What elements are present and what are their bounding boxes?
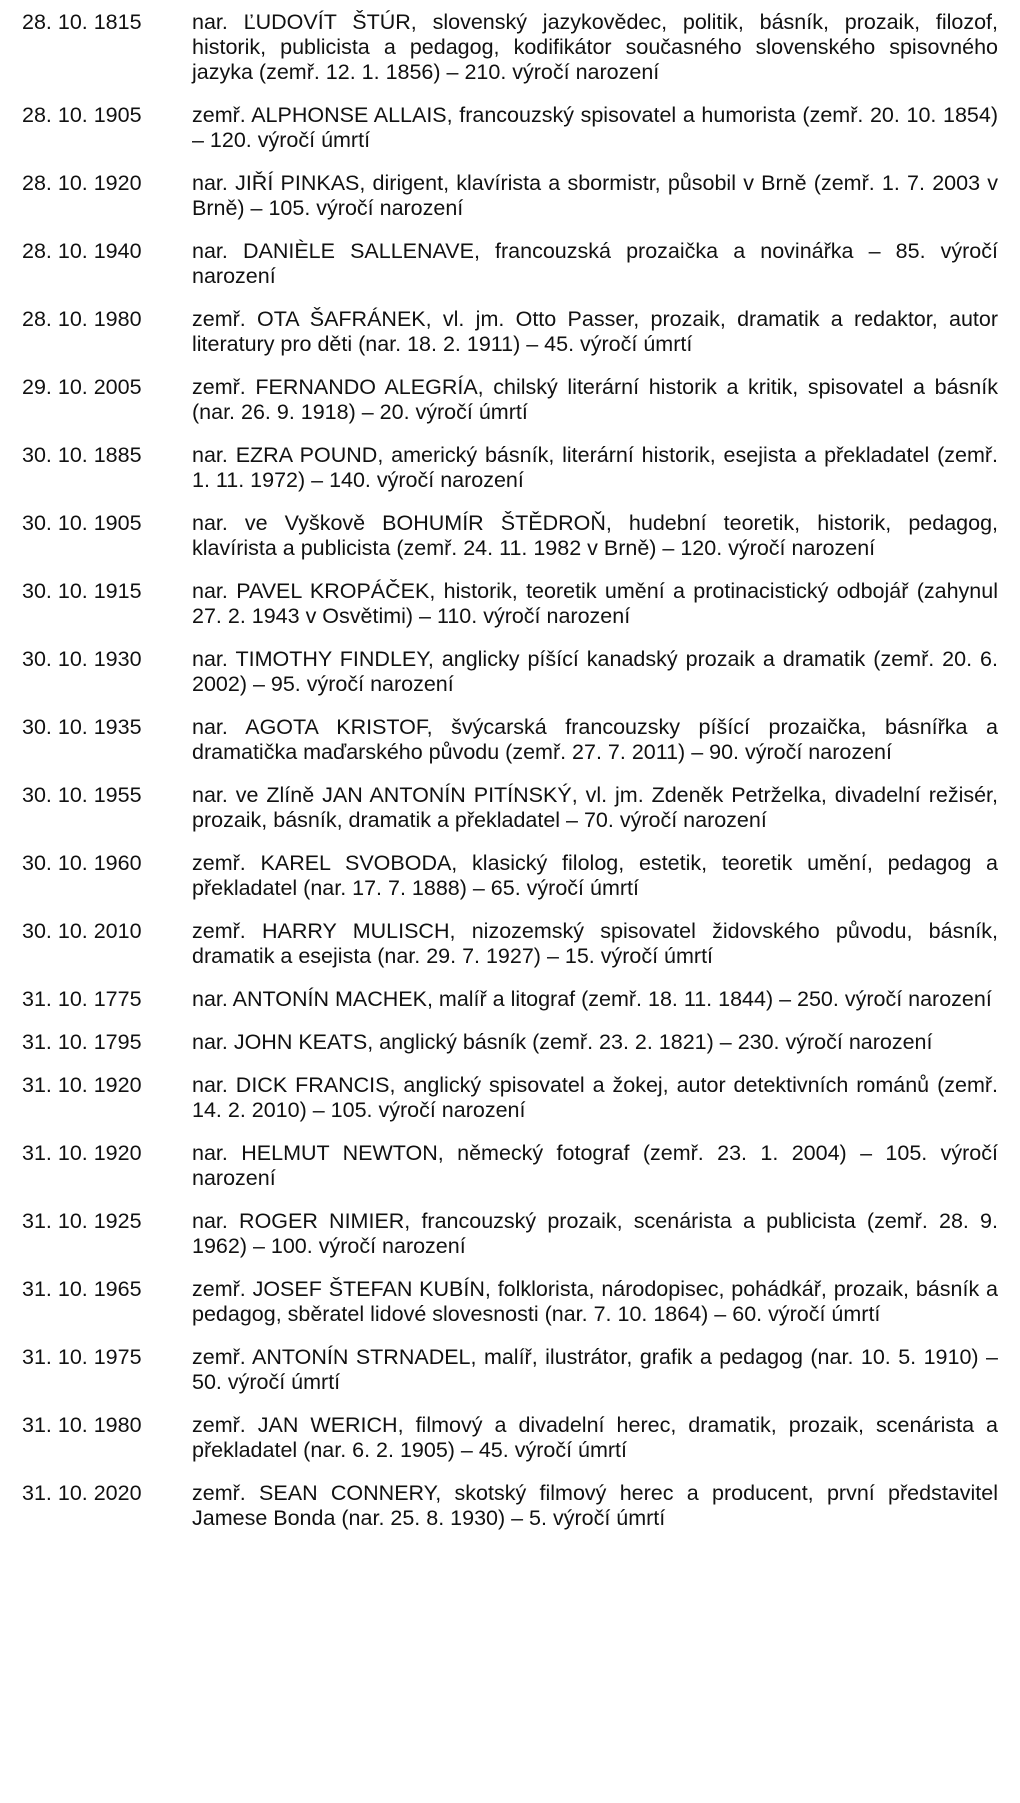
entry-text: zemř. ALPHONSE ALLAIS, francouzský spisovatel a humorista (zemř. 20. 10. 1854) – 120. výročí úmrtí [192,103,998,152]
entry-date: 30. 10. 2010 [22,919,142,943]
entry-text: nar. JOHN KEATS, anglický básník (zemř. 23. 2. 1821) – 230. výročí narození [192,1030,933,1054]
entry-text: nar. ROGER NIMIER, francouzský prozaik, scenárista a publicista (zemř. 28. 9. 1962) – 100. výročí narození [192,1209,998,1258]
entry-date: 30. 10. 1955 [22,783,142,807]
entry-date: 30. 10. 1915 [22,579,142,603]
entry-text: nar. AGOTA KRISTOF, švýcarská francouzsky píšící prozaička, básnířka a dramatička maďarského původu (zemř. 27. 7. 2011) – 90. výročí narození [192,715,998,764]
entry-date: 30. 10. 1885 [22,443,142,467]
entry-text: zemř. JOSEF ŠTEFAN KUBÍN, folklorista, národopisec, pohádkář, prozaik, básník a pedagog, sběratel lidové slovesnosti (nar. 7. 10. 1864) – 60. výročí úmrtí [192,1277,998,1326]
entry-text: nar. JIŘÍ PINKAS, dirigent, klavírista a sbormistr, působil v Brně (zemř. 1. 7. 2003 v Brně) – 105. výročí narození [192,171,998,220]
entry-date: 28. 10. 1940 [22,239,142,263]
list-item [22,443,998,493]
list-item [22,579,998,629]
list-item [22,239,998,289]
list-item [22,1345,998,1395]
entry-text: nar. EZRA POUND, americký básník, literární historik, esejista a překladatel (zemř. 1. 11. 1972) – 140. výročí narození [192,443,998,492]
list-item [22,375,998,425]
entry-date: 30. 10. 1935 [22,715,142,739]
entry-text: zemř. HARRY MULISCH, nizozemský spisovatel židovského původu, básník, dramatik a esejista (nar. 29. 7. 1927) – 15. výročí úmrtí [192,919,998,968]
entry-text: zemř. FERNANDO ALEGRÍA, chilský literární historik a kritik, spisovatel a básník (nar. 26. 9. 1918) – 20. výročí úmrtí [192,375,998,424]
entry-text: zemř. JAN WERICH, filmový a divadelní herec, dramatik, prozaik, scenárista a překladatel (nar. 6. 2. 1905) – 45. výročí úmrtí [192,1413,998,1462]
list-item [22,1481,998,1531]
list-item [22,1277,998,1327]
entry-date: 28. 10. 1920 [22,171,142,195]
list-item [22,1073,998,1123]
list-item [22,103,998,153]
entry-date: 29. 10. 2005 [22,375,142,399]
list-item [22,783,998,833]
entry-date: 31. 10. 1920 [22,1073,142,1097]
list-item [22,1030,998,1055]
entry-date: 28. 10. 1980 [22,307,142,331]
entry-text: nar. PAVEL KROPÁČEK, historik, teoretik umění a protinacistický odbojář (zahynul 27. 2. 1943 v Osvětimi) – 110. výročí narození [192,579,998,628]
entry-text: nar. ve Vyškově BOHUMÍR ŠTĚDROŇ, hudební teoretik, historik, pedagog, klavírista a publicista (zemř. 24. 11. 1982 v Brně) – 120. výročí narození [192,511,998,560]
list-item [22,919,998,969]
list-item [22,715,998,765]
entry-text: zemř. KAREL SVOBODA, klasický filolog, estetik, teoretik umění, pedagog a překladatel (nar. 17. 7. 1888) – 65. výročí úmrtí [192,851,998,900]
entry-date: 30. 10. 1930 [22,647,142,671]
list-item [22,10,998,85]
entry-date: 30. 10. 1960 [22,851,142,875]
list-item [22,1209,998,1259]
list-item [22,647,998,697]
entry-date: 31. 10. 1795 [22,1030,142,1054]
entry-text: nar. ĽUDOVÍT ŠTÚR, slovenský jazykovědec, politik, básník, prozaik, filozof, historik, publicista a pedagog, kodifikátor současného slovenského spisovného jazyka (zemř. 12. 1. 1856) – 210. výročí narození [192,10,998,84]
entry-date: 28. 10. 1905 [22,103,142,127]
entry-date: 30. 10. 1905 [22,511,142,535]
entry-date: 31. 10. 1775 [22,987,142,1011]
entry-text: nar. ve Zlíně JAN ANTONÍN PITÍNSKÝ, vl. jm. Zdeněk Petrželka, divadelní režisér, prozaik, básník, dramatik a překladatel – 70. výročí narození [192,783,998,832]
entry-text: nar. ANTONÍN MACHEK, malíř a litograf (zemř. 18. 11. 1844) – 250. výročí narození [192,987,992,1011]
entry-date: 31. 10. 1975 [22,1345,142,1369]
list-item [22,511,998,561]
entry-text: zemř. ANTONÍN STRNADEL, malíř, ilustrátor, grafik a pedagog (nar. 10. 5. 1910) – 50. výročí úmrtí [192,1345,998,1394]
entry-text: nar. DANIÈLE SALLENAVE, francouzská prozaička a novinářka – 85. výročí narození [192,239,998,288]
list-item [22,851,998,901]
list-item [22,1413,998,1463]
list-item [22,1141,998,1191]
list-item [22,987,998,1012]
entry-text: nar. HELMUT NEWTON, německý fotograf (zemř. 23. 1. 2004) – 105. výročí narození [192,1141,998,1190]
entry-date: 28. 10. 1815 [22,10,142,34]
entry-date: 31. 10. 1965 [22,1277,142,1301]
entry-date: 31. 10. 2020 [22,1481,142,1505]
list-item [22,307,998,357]
entry-date: 31. 10. 1980 [22,1413,142,1437]
entry-text: nar. DICK FRANCIS, anglický spisovatel a žokej, autor detektivních románů (zemř. 14. 2. 2010) – 105. výročí narození [192,1073,998,1122]
entry-date: 31. 10. 1925 [22,1209,142,1233]
list-item [22,171,998,221]
entry-text: zemř. OTA ŠAFRÁNEK, vl. jm. Otto Passer, prozaik, dramatik a redaktor, autor literatury pro děti (nar. 18. 2. 1911) – 45. výročí úmrtí [192,307,998,356]
entry-date: 31. 10. 1920 [22,1141,142,1165]
entry-text: nar. TIMOTHY FINDLEY, anglicky píšící kanadský prozaik a dramatik (zemř. 20. 6. 2002) – 95. výročí narození [192,647,998,696]
entry-text: zemř. SEAN CONNERY, skotský filmový herec a producent, první představitel Jamese Bonda (nar. 25. 8. 1930) – 5. výročí úmrtí [192,1481,998,1530]
